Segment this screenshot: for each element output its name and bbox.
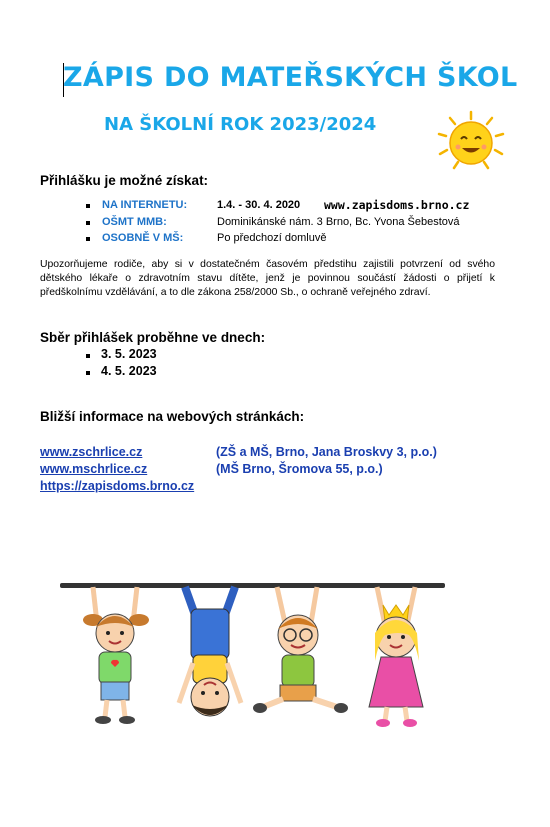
info-heading: Bližší informace na webových stránkách: — [40, 409, 305, 424]
kid-girl-princess — [369, 587, 423, 727]
bullet-icon — [86, 354, 90, 358]
link-zschrlice[interactable]: www.zschrlice.cz — [40, 445, 143, 459]
bullet-icon — [86, 237, 90, 241]
page-title: ZÁPIS DO MATEŘSKÝCH ŠKOL — [63, 62, 518, 93]
kid-boy-upside-down — [179, 587, 241, 716]
notice-paragraph: Upozorňujeme rodiče, aby si v dostatečném časovém předstihu zajistili potvrzení od svého dětského lékaře o zdravotním stavu dítěte, jenž je povinnou součástí žádosti o přijetí k předškolnímu vzdělávání, a to dle zákona 258/2000 Sb., o ochraně veřejného zdraví. — [40, 259, 495, 299]
internet-web: www.zapisdoms.brno.cz — [324, 198, 470, 212]
link-mschrlice[interactable]: www.mschrlice.cz — [40, 462, 148, 476]
link-zschrlice-desc: (ZŠ a MŠ, Brno, Jana Broskvy 3, p.o.) — [216, 445, 437, 459]
kid-girl-1 — [83, 587, 149, 724]
link-mschrlice-desc: (MŠ Brno, Šromova 55, p.o.) — [216, 462, 383, 476]
osmt-label: OŠMT MMB: — [102, 216, 167, 228]
internet-date: 1.4. - 30. 4. 2020 — [217, 199, 301, 211]
collection-date: 4. 5. 2023 — [101, 364, 157, 378]
page-subtitle: NA ŠKOLNÍ ROK 2023/2024 — [104, 114, 377, 135]
sun-icon — [434, 110, 508, 174]
bullet-icon — [86, 204, 90, 208]
collection-date: 3. 5. 2023 — [101, 347, 157, 361]
bullet-icon — [86, 221, 90, 225]
internet-label: NA INTERNETU: — [102, 199, 188, 211]
osmt-value: Dominikánské nám. 3 Brno, Bc. Yvona Šebestová — [217, 216, 460, 228]
personal-label: OSOBNĚ V MŠ: — [102, 232, 184, 244]
children-hanging-on-bar — [55, 575, 450, 735]
collection-heading: Sběr přihlášek proběhne ve dnech: — [40, 330, 266, 345]
kid-boy-glasses — [253, 587, 348, 713]
link-zapisdoms[interactable]: https://zapisdoms.brno.cz — [40, 479, 195, 493]
application-heading: Přihlášku je možné získat: — [40, 173, 209, 188]
bullet-icon — [86, 371, 90, 375]
personal-value: Po předchozí domluvě — [217, 232, 327, 244]
